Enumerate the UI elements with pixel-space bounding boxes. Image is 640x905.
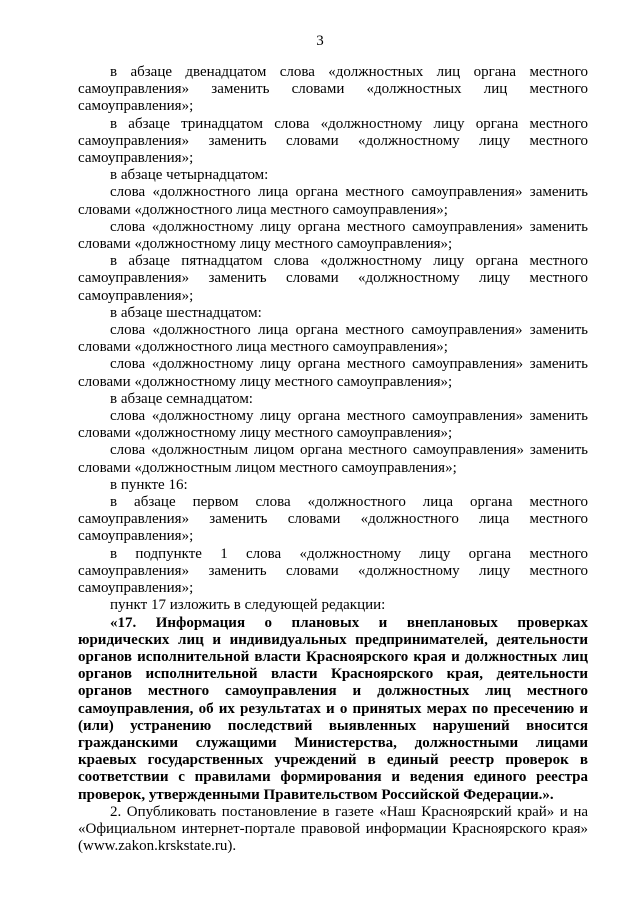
paragraph: пункт 17 изложить в следующей редакции: xyxy=(110,597,386,614)
paragraph: в абзаце тринадцатом слова «должностному лицу органа местного самоуправления» заменить словами «должностному лицу местного самоуправления»; xyxy=(78,115,588,167)
paragraph: в абзаце шестнадцатом: xyxy=(110,304,262,321)
paragraph: 2. Опубликовать постановление в газете «Наш Красноярский край» и на «Официальном интернет-портале правовой информации Красноярского края» (www.zakon.krskstate.ru). xyxy=(78,803,588,855)
paragraph: слова «должностному лицу органа местного самоуправления» заменить словами «должностному лицу местного самоуправления»; xyxy=(78,356,588,390)
paragraph: в абзаце первом слова «должностного лица органа местного самоуправления» заменить словами «должностного лица местного самоуправления»; xyxy=(78,494,588,545)
paragraph: слова «должностного лица органа местного самоуправления» заменить словами «должностного лица местного самоуправления»; xyxy=(78,184,588,218)
paragraph: в абзаце двенадцатом слова «должностных лиц органа местного самоуправления» заменить словами «должностных лиц местного самоуправления»; xyxy=(78,64,588,115)
paragraph: «17. Информация о плановых и внеплановых проверках юридических лиц и индивидуальных предпринимателей, деятельности органов исполнительной власти Красноярского края и должностных лиц органов исполнительной власти Красноярского края, деятельности органов местного самоуправления и должностных лиц местного самоуправления, об их результатах и о принятых мерах по пресечению и (или) устранению последствий выявленных нарушений вносится гражданскими служащими Министерства, должностными лицами краевых государственных учреждений в единый реестр проверок в соответствии с правилами формирования и ведения единого реестра проверок, утвержденными Правительством Российской Федерации.». xyxy=(78,614,588,803)
paragraph: в абзаце семнадцатом: xyxy=(110,390,253,407)
paragraph: в абзаце четырнадцатом: xyxy=(110,167,269,184)
paragraph: слова «должностным лицом органа местного самоуправления» заменить словами «должностным лицом местного самоуправления»; xyxy=(78,442,588,476)
paragraph: слова «должностному лицу органа местного самоуправления» заменить словами «должностному лицу местного самоуправления»; xyxy=(78,408,588,442)
paragraph: в пункте 16: xyxy=(110,476,188,493)
paragraph: в абзаце пятнадцатом слова «должностному лицу органа местного самоуправления» заменить словами «должностному лицу местного самоуправления»; xyxy=(78,253,588,304)
paragraph: слова «должностному лицу органа местного самоуправления» заменить словами «должностному лицу местного самоуправления»; xyxy=(78,218,588,253)
paragraph: в подпункте 1 слова «должностному лицу органа местного самоуправления» заменить словами «должностному лицу местного самоуправления»; xyxy=(78,545,588,597)
paragraph: слова «должностного лица органа местного самоуправления» заменить словами «должностного лица местного самоуправления»; xyxy=(78,322,588,356)
document-body xyxy=(78,64,588,855)
page-number: 3 xyxy=(316,33,324,49)
